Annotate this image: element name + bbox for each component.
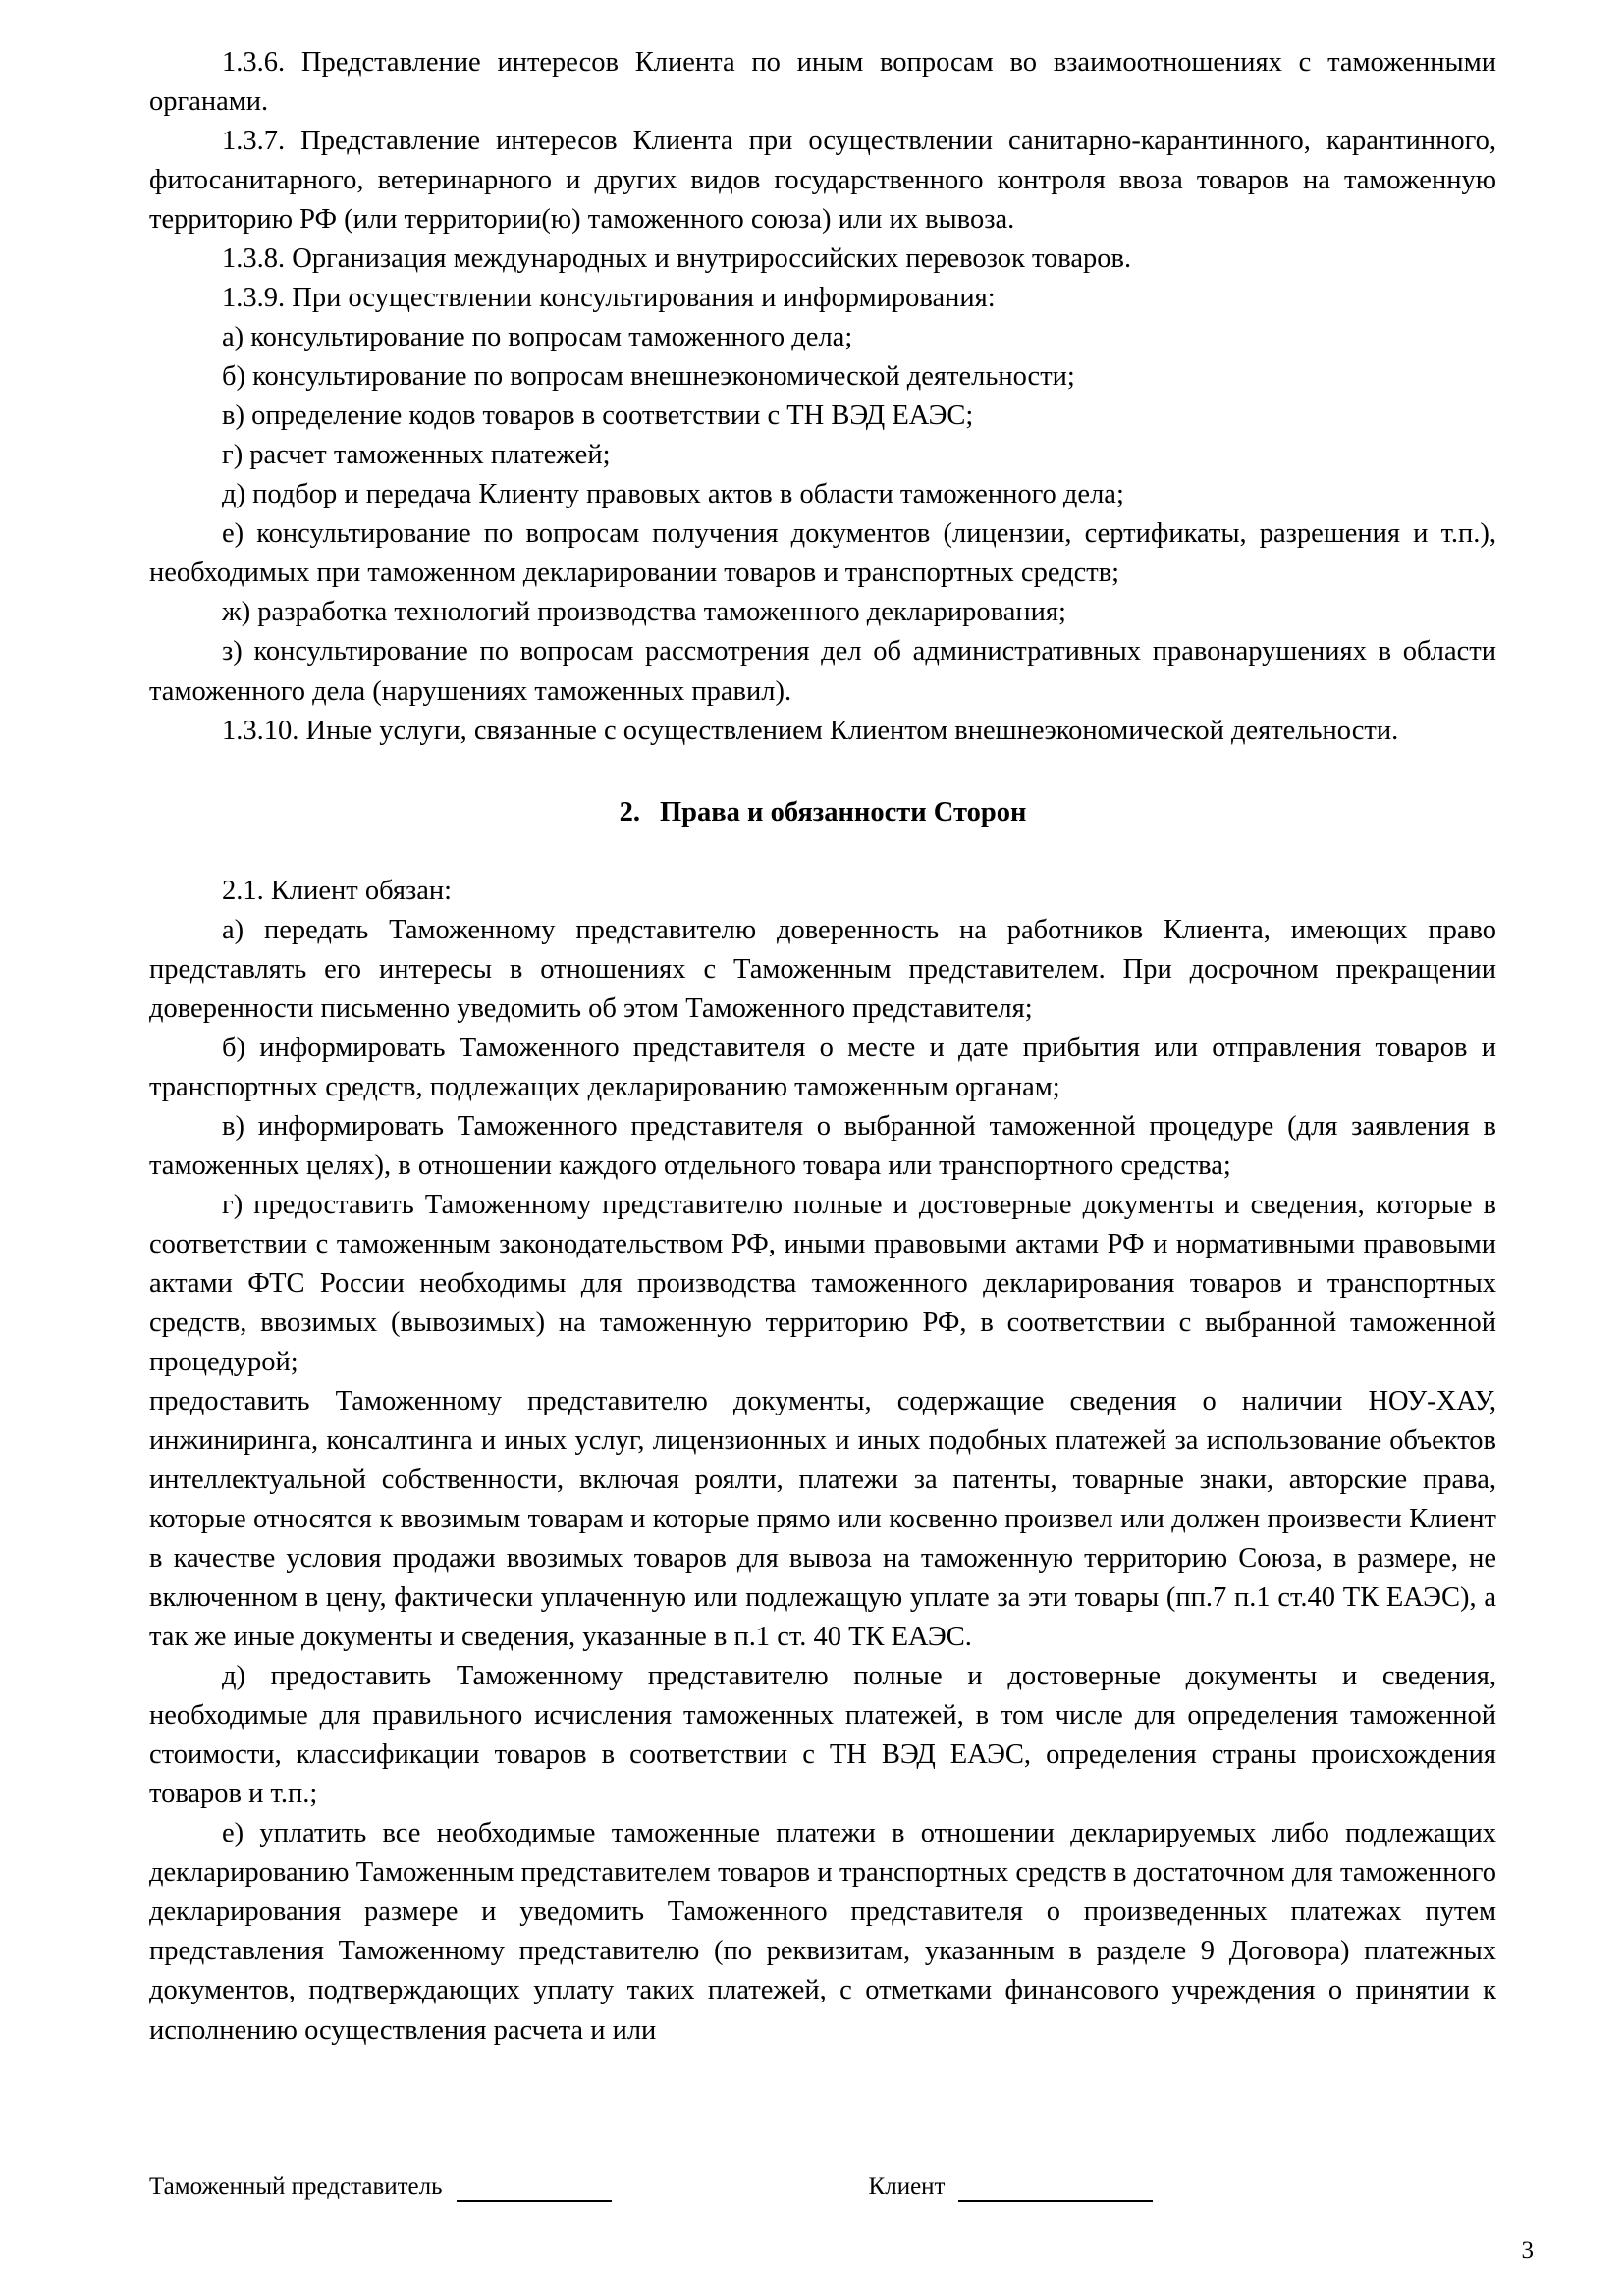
paragraph-1-3-7: 1.3.7. Представление интересов Клиента при осуществлении санитарно-карантинного, карантинного, фитосанитарного, ветеринарного и других видов государственного контроля ввоза товаров на таможенную территорию РФ (или территории(ю) таможенного союза) или их вывоза. <box>149 126 1496 236</box>
paragraph-1-3-6: 1.3.6. Представление интересов Клиента по иным вопросам во взаимоотношениях с таможенными органами. <box>149 47 1496 118</box>
list-item-2-1-g: г) предоставить Таможенному представителю полные и достоверные документы и сведения, которые в соответствии с таможенным законодательством РФ, иными правовыми актами РФ и нормативными правовыми актами ФТС России необходимы для производства таможенного декларирования товаров и транспортных средств, ввозимых (вывозимых) на таможенную территорию РФ, в соответствии с выбранной таможенной процедурой; <box>149 1189 1496 1377</box>
paragraph-1-3-10: 1.3.10. Иные услуги, связанные с осуществлением Клиентом внешнеэкономической деятельности. <box>222 715 1399 746</box>
list-item-1-3-9-d: д) подбор и передача Клиенту правовых актов в области таможенного дела; <box>222 479 1124 510</box>
document-body-part-1 <box>149 43 1496 751</box>
list-item-1-3-9-v: в) определение кодов товаров в соответствии с ТН ВЭД ЕАЭС; <box>222 400 974 432</box>
list-item-1-3-9-b: б) консультирование по вопросам внешнеэкономической деятельности; <box>222 361 1075 393</box>
footer-client-label: Клиент <box>868 2173 946 2200</box>
list-item-1-3-9-zh: ж) разработка технологий производства таможенного декларирования; <box>222 597 1066 628</box>
section-heading-2 <box>149 794 1496 830</box>
footer-customs-representative <box>149 2172 612 2202</box>
document-body-part-2 <box>149 872 1496 2051</box>
list-item-2-1-g-continuation: предоставить Таможенному представителю документы, содержащие сведения о наличии НОУ-ХАУ, инжиниринга, консалтинга и иных услуг, лицензионных и иных подобных платежей за использование объектов интеллектуальной собственности, включая роялти, платежи за патенты, товарные знаки, авторские права, которые относятся к ввозимым товарам и которые прямо или косвенно произвел или должен произвести Клиент в качестве условия продажи ввозимых товаров для вывоза на таможенную территорию Союза, в размере, не включенном в цену, фактически уплаченную или подлежащую уплате за эти товары (пп.7 п.1 ст.40 ТК ЕАЭС), а так же иные документы и сведения, указанные в п.1 ст. 40 ТК ЕАЭС. <box>149 1386 1496 1653</box>
paragraph-1-3-9: 1.3.9. При осуществлении консультирования и информирования: <box>222 283 996 314</box>
list-item-2-1-e: е) уплатить все необходимые таможенные платежи в отношении декларируемых либо подлежащих декларированию Таможенным представителем товаров и транспортных средств в достаточном для таможенного декларирования размере и уведомить Таможенного представителя о произведенных платежах путем представления Таможенному представителю (по реквизитам, указанным в разделе 9 Договора) платежных документов, подтверждающих уплату таких платежей, с отметками финансового учреждения о принятии к исполнению осуществления расчета и или <box>149 1818 1496 2046</box>
list-item-2-1-d: д) предоставить Таможенному представителю полные и достоверные документы и сведения, необходимые для правильного исчисления таможенных платежей, в том числе для определения таможенной стоимости, классификации товаров в соответствии с ТН ВЭД ЕАЭС, определения страны происхождения товаров и т.п.; <box>149 1661 1496 1810</box>
footer-customs-representative-label: Таможенный представитель <box>149 2173 443 2200</box>
section-heading-title: Права и обязанности Сторон <box>659 796 1027 828</box>
section-heading-number: 2. <box>619 796 640 828</box>
list-item-1-3-9-a: а) консультирование по вопросам таможенного дела; <box>222 322 853 353</box>
signature-line-client[interactable] <box>958 2200 1153 2202</box>
footer-client <box>869 2172 1154 2202</box>
page-footer <box>149 2172 1496 2202</box>
list-item-2-1-a: а) передать Таможенному представителю доверенность на работников Клиента, имеющих право представлять его интересы в отношениях с Таможенным представителем. При досрочном прекращении доверенности письменно уведомить об этом Таможенного представителя; <box>149 914 1496 1024</box>
list-item-2-1-v: в) информировать Таможенного представителя о выбранной таможенной процедуре (для заявления в таможенных целях), в отношении каждого отдельного товара или транспортного средства; <box>149 1110 1496 1181</box>
list-item-1-3-9-z: з) консультирование по вопросам рассмотрения дел об административных правонарушениях в области таможенного дела (нарушениях таможенных правил). <box>149 636 1496 707</box>
paragraph-1-3-8: 1.3.8. Организация международных и внутрироссийских перевозок товаров. <box>222 243 1132 275</box>
signature-line-customs-representative[interactable] <box>457 2200 612 2202</box>
list-item-1-3-9-g: г) расчет таможенных платежей; <box>222 440 611 471</box>
list-item-2-1-b: б) информировать Таможенного представителя о месте и дате прибытия или отправления товаров и транспортных средств, подлежащих декларированию таможенным органам; <box>149 1032 1496 1102</box>
page-number: 3 <box>1521 2237 1534 2264</box>
paragraph-2-1: 2.1. Клиент обязан: <box>222 875 453 906</box>
list-item-1-3-9-e: е) консультирование по вопросам получения документов (лицензии, сертификаты, разрешения и т.п.), необходимых при таможенном декларировании товаров и транспортных средств; <box>149 518 1496 589</box>
